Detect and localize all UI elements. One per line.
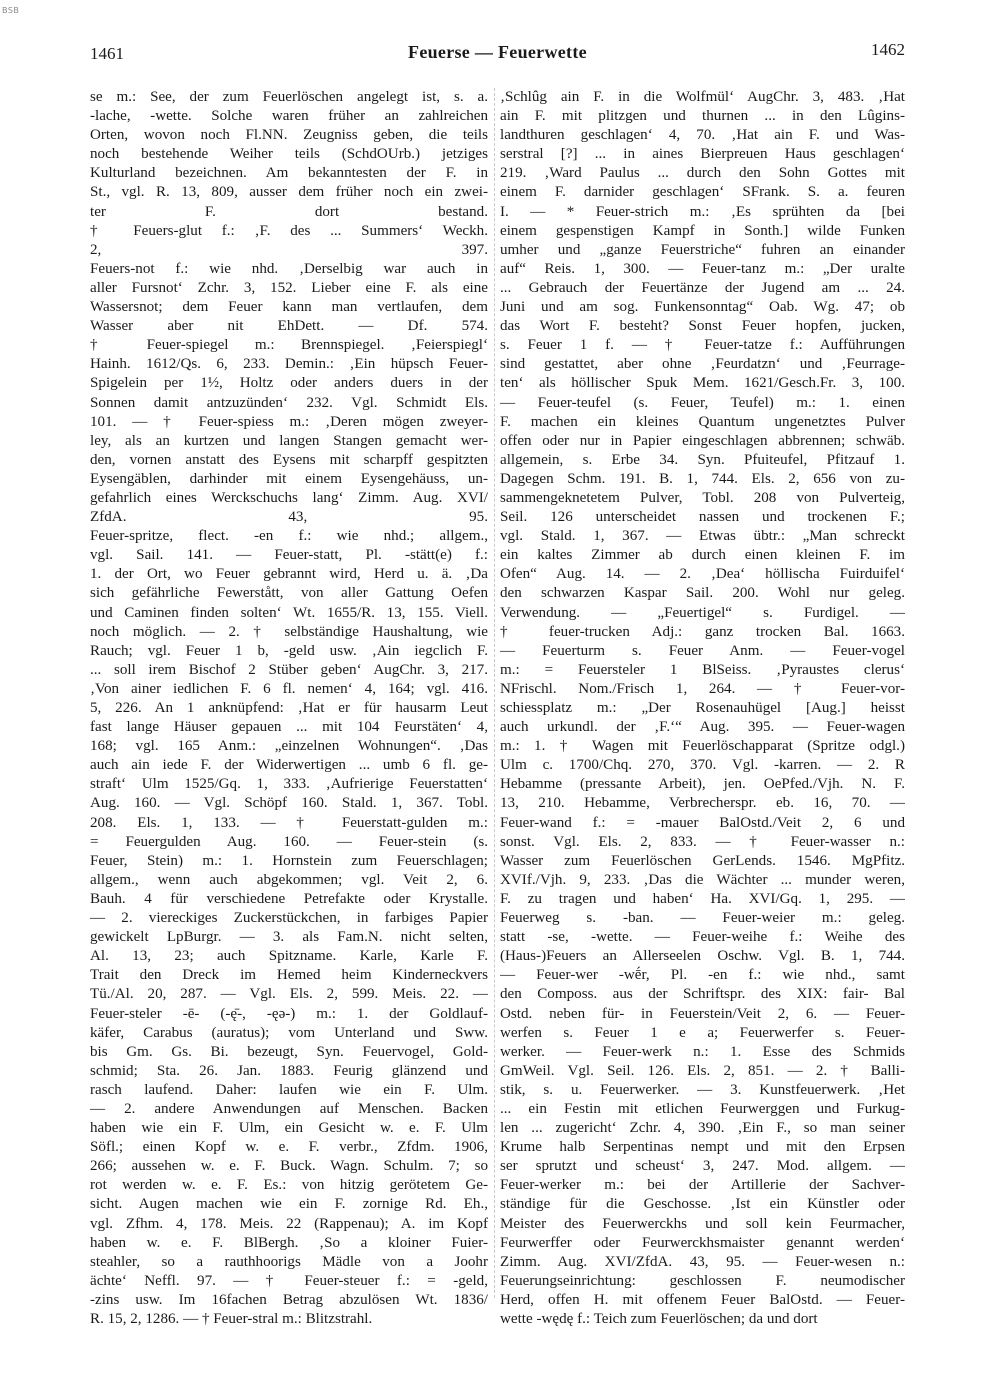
text-line: Söfl.; einen Kopf w. e. F. verbr., Zfdm. 1906, [90,1139,488,1156]
text-line: I. — * Feuer-strich m.: ‚Es sprühten da [bei [500,203,905,220]
text-line: ten‘ als höllischer Spuk Mem. 1621/Gesch.Fr. 3, 100. [500,375,905,392]
text-line: Rauch; vgl. Feuer 1 b, -geld usw. ‚Ain iegclich F. [90,642,488,659]
text-line: Spigelein per 1½, Holtz oder anders duers in der [90,375,488,392]
text-line: Feurwerffer oder Feurwerckhsmaister genannt werden‘ [500,1234,905,1251]
text-line: wette -wędę f.: Teich zum Feuerlöschen; da und dort [500,1311,818,1327]
text-line: 266; aussehen w. e. F. Buck. Wagn. Schulm. 7; so [90,1158,488,1175]
text-line: 168; vgl. 165 Anm.: „einzelnen Wohnungen“. ‚Das [90,738,488,755]
text-line: Wasser aber nit EhDett. — Df. 574. [90,318,488,335]
text-line: sich gefährliche Fewerstått, von aller Gattung Oefen [90,585,488,602]
text-line: den Composs. aus der Schriftspr. des XIX: fair- Bal [500,986,905,1003]
text-line: Feuer-steler -ē- (-ę̄-, -ęə-) m.: 1. der Goldlauf- [90,1005,488,1022]
text-line: vgl. Zfhm. 4, 178. Meis. 22 (Rappenau); A. im Kopf [90,1215,488,1232]
text-line: Dagegen Schm. 191. B. 1, 744. Els. 2, 656 von zu- [500,470,905,487]
text-line: und Caminen finden solten‘ Wt. 1655/R. 13, 155. Viell. [90,604,488,621]
text-line: sonst. Vgl. Els. 2, 833. — † Feuer-wasser n.: [500,833,905,850]
text-line: Ofen“ Aug. 14. — 2. ‚Dea‘ höllischa Fuirduifel‘ [500,566,905,583]
text-line: einem gespenstigen Kampf in Sonth.] wilde Funken [500,222,905,239]
text-line: Feuer-spritze, flect. -en f.: wie nhd.; allgem., [90,528,488,545]
running-title: Feuerse — Feuerwette [408,42,587,62]
text-line: käfer, Carabus (auratus); vom Unterland und Sww. [90,1024,488,1041]
text-line: noch bestehende Weiher teils (SchdOUrb.) jetziges [90,146,488,163]
text-line: serstral [?] ... in aines Bierpreuen Haus geschlagen‘ [500,146,905,163]
text-line: — 2. andere Anwendungen auf Menschen. Backen [90,1100,488,1117]
text-line: auch ain iede F. der Widerwertigen ... umb 6 fl. ge- [90,757,488,774]
text-line: len ... zugericht‘ Zchr. 4, 390. ‚Ein F., so man seiner [500,1120,905,1137]
text-line: 208. Els. 1, 133. — † Feuerstatt-gulden m.: [90,814,488,831]
text-line: Seil. 126 unterscheidet nassen und trockenen F.; [500,509,905,526]
text-line: — 2. viereckiges Zuckerstückchen, in farbiges Papier [90,910,488,927]
text-line: Feuerungseinrichtung: geschlossen F. neumodischer [500,1272,905,1289]
text-line: Wasser zum Feuerlöschen GerLends. 1546. MgPfitz. [500,852,905,869]
text-line: Ulm c. 1700/Chq. 270, 370. Vgl. -karren. — 2. R [500,757,905,774]
text-line: werker. — Feuer-werk n.: 1. Esse des Schmids [500,1043,905,1060]
text-line: stik, s. u. Feuerwerker. — 3. Kunstfeuerwerk. ‚Het [500,1081,905,1098]
text-line: gewickelt LpBurgr. — 3. als Fam.N. nicht selten, [90,929,488,946]
text-line: gefahrlich eines Werckschuchs lang‘ Zimm. Aug. XVI/ [90,489,488,506]
text-line: ter F. dort bestand. [90,203,488,220]
text-line: fast lange Häuser gepauen ... mit 104 Feurstäten‘ 4, [90,719,488,736]
text-line: ZfdA. 43, 95. [90,509,488,526]
text-line: Kulturland bezeichnen. Am bekanntesten der F. in [90,165,488,182]
text-line: = Feuergulden Aug. 160. — Feuer-stein (s. [90,833,488,850]
text-line: allgem., wenn auch abgekommen; vgl. Veit 2, 6. [90,871,488,888]
text-line: das Wort F. besteht? Sonst Feuer hopfen, jucken, [500,318,905,335]
text-line: — Feuerturm s. Feuer Anm. — Feuer-vogel [500,642,905,659]
text-line: Hainh. 1612/Qs. 6, 233. Demin.: ‚Ein hüpsch Feuer- [90,356,488,373]
text-line: Zimm. Aug. XVI/ZfdA. 43, 95. — Feuer-wesen n.: [500,1253,905,1270]
text-line: aller Fursnot‘ Zchr. 3, 152. Lieber eine F. als eine [90,279,488,296]
text-line: R. 15, 2, 1286. — † Feuer-stral m.: Blitzstrahl. [90,1311,373,1327]
text-line: sammengeknetetem Pulver, Tobl. 208 von Pulverteig, [500,489,905,506]
text-line: ‚Von ainer iedlichen F. 6 fl. nemen‘ 4, 164; vgl. 416. [90,680,488,697]
right-column [500,88,905,1329]
left-column [90,88,488,1329]
text-line: Al. 13, 23; auch Spitzname. Karle, Karle F. [90,948,488,965]
text-line: einem F. darnider geschlagen‘ SFrank. S. a. feuren [500,184,905,201]
text-line: Aug. 160. — Vgl. Schöpf 160. Stald. 1, 367. Tobl. [90,795,488,812]
text-line: Herd, offen H. mit offenem Feuer BalOstd. — Feuer- [500,1291,905,1308]
text-line: Juni und am sog. Funkensonntag“ Oab. Wg. 47; ob [500,299,905,316]
text-line: ser sprutzt und scheust‘ 3, 247. Mod. allgem. — [500,1158,905,1175]
text-line: umher und „ganze Feuerstriche“ fuhren an einander [500,241,905,258]
text-line: F. machen ein kleines Quantum ungenetztes Pulver [500,413,905,430]
text-line: ... ein Festin mit etlichen Feurwerggen und Furkug- [500,1100,905,1117]
text-line: Sonnen damit antzuzünden‘ 232. Vgl. Schmidt Els. [90,394,488,411]
page-header [90,38,905,68]
text-line: schmid; Sta. 26. Jan. 1883. Feurig glänzend und [90,1062,488,1079]
text-line: werfen s. Feuer 1 e a; Feuerwerfer s. Feuer- [500,1024,905,1041]
text-line: GmWeil. Vgl. Seil. 126. Els. 2, 851. — 2. † Balli- [500,1062,905,1079]
text-line: ... Gebrauch der Feuertänze der Jugend am ... 24. [500,279,905,296]
text-line: vgl. Sail. 141. — Feuer-statt, Pl. -stätt(e) f.: [90,547,488,564]
text-line: — Feuer-teufel (s. Feuer, Teufel) m.: 1. einen [500,394,905,411]
library-stamp: BSB [2,6,20,15]
text-line: ain F. mit plitzgen und thurnen ... in den Lûgins- [500,108,905,125]
text-line: rasch laufend. Daher: laufen wie ein F. Ulm. [90,1081,488,1098]
text-line: 2, 397. [90,241,488,258]
text-line: allgemein, s. Erbe 34. Syn. Pfuiteufel, Pfitzauf 1. [500,451,905,468]
text-line: † Feuer-spiegel m.: Brennspiegel. ‚Feierspiegl‘ [90,337,488,354]
text-line: XVIf./Vjh. 9, 233. ‚Das die Wächter ... munder weren, [500,871,905,888]
text-line: 219. ‚Ward Paulus ... durch den Sohn Gottes mit [500,165,905,182]
text-line: rot werden w. e. F. Es.: von hitzig gerötetem Ge- [90,1177,488,1194]
text-line: sicht. Augen machen wie ein F. zornige Rd. Eh., [90,1196,488,1213]
text-line: Bauh. 4 für verschiedene Petrefakte oder Krystalle. [90,890,488,907]
text-line: straft‘ Ulm 1525/Gq. 1, 333. ‚Aufrierige Feuerstatten‘ [90,776,488,793]
text-line: Feuers-not f.: wie nhd. ‚Derselbig war auch in [90,260,488,277]
text-line: (Haus-)Feuers an Allerseelen Oschw. Vgl. B. 1, 744. [500,948,905,965]
text-line: -zins usw. Im 16fachen Betrag abzulösen Wt. 1836/ [90,1291,488,1308]
text-line: landthuren geschlagen‘ 4, 70. ‚Hat ain F. und Was- [500,127,905,144]
text-line: † feuer-trucken Adj.: ganz trocken Bal. 1663. [500,623,905,640]
text-line: auch urkundl. der ‚F.‘“ Aug. 395. — Feuer-wagen [500,719,905,736]
text-line: 101. — † Feuer-spiess m.: ‚Deren mögen zweyer- [90,413,488,430]
text-line: den schwarzen Kaspar Sail. 200. Wohl nur geleg. [500,585,905,602]
text-line: Krume halb Serpentinas nempt und mit den Erpsen [500,1139,905,1156]
text-line: ein kaltes Zimmer ab durch einen kleinen F. im [500,547,905,564]
text-line: haben w. e. F. BlBergh. ‚So a kloiner Fuier- [90,1234,488,1251]
text-line: bis Gm. Gs. Bi. bezeugt, Syn. Feuervogel, Gold- [90,1043,488,1060]
text-line: ständige für die Geschosse. ‚Ist ein Künstler oder [500,1196,905,1213]
text-line: ley, als an kurtzen und langen Stangen gemacht wer- [90,432,488,449]
text-line: 5, 226. An 1 anknüpfend: ‚Hat er für hausarm Leut [90,700,488,716]
text-line: F. zu tragen und haben‘ Ha. XVI/Gq. 1, 295. — [500,890,905,907]
text-line: -lache, -wette. Solche waren früher an zahlreichen [90,108,488,125]
text-line: auf“ Reis. 1, 300. — Feuer-tanz m.: „Der uralte [500,260,905,277]
text-line: Feuer-werker m.: bei der Artillerie der Sachver- [500,1177,905,1194]
text-line: Wassersnot; dem Feuer kann man vertlaufen, dem [90,299,488,316]
text-line: St., vgl. R. 13, 809, ausser dem früher noch ein zwei- [90,184,488,201]
text-line: NFrischl. Nom./Frisch 1, 264. — † Feuer-vor- [500,680,905,697]
text-line: noch möglich. — 2. † selbständige Haushaltung, wie [90,623,488,640]
text-line: Orten, wovon noch Fl.NN. Zeugniss geben, die teils [90,127,488,144]
text-line: vgl. Stald. 1, 367. — Etwas übtr.: „Man schreckt [500,528,905,545]
text-line: m.: = Feuersteler 1 BlSeiss. ‚Pyraustes clerus‘ [500,661,905,678]
text-line: Tü./Al. 20, 287. — Vgl. Els. 2, 599. Meis. 22. — [90,986,488,1003]
text-line: Feuer, Stein) m.: 1. Hornstein zum Feuerschlagen; [90,852,488,869]
text-line: Meister des Feuerwerckhs und soll kein Feurmacher, [500,1215,905,1232]
text-line: Verwendung. — „Feuertigel“ s. Furdigel. — [500,604,905,621]
text-line: s. Feuer 1 f. — † Feuer-tatze f.: Aufführungen [500,337,905,354]
text-line: 13, 210. Hebamme, Verbrecherspr. eb. 16, 70. — [500,795,905,812]
text-line: se m.: See, der zum Feuerlöschen angelegt ist, s. a. [90,89,488,105]
text-line: Ostd. neben für- in Feuerstein/Veit 2, 6. — Feuer- [500,1005,905,1022]
text-line: ... soll irem Bischof 2 Stüber geben‘ AugChr. 3, 217. [90,661,488,678]
text-line: — Feuer-wer -wḗr, Pl. -en f.: wie nhd., samt [500,967,905,984]
text-line: haben wie ein F. Ulm, ein Gesicht w. e. F. Ulm [90,1120,488,1137]
text-line: 1. der Ort, wo Feuer gebrannt wird, Herd u. ä. ‚Da [90,566,488,583]
text-line: schiessplatz m.: „Der Rosenauhügel [Aug.] heisst [500,700,905,716]
text-line: † Feuers-glut f.: ‚F. des ... Summers‘ Weckh. [90,222,488,239]
text-line: statt -se, -wette. — Feuer-weihe f.: Weihe des [500,929,905,946]
text-line: offen oder nur in Papier eingeschlagen abbrennen; schwäb. [500,432,905,449]
column-divider [494,88,496,1298]
text-line: steahler, so a rauthhoorigs Mädle von a Joohr [90,1253,488,1270]
text-line: ächte‘ Neffl. 97. — † Feuer-steuer f.: = -geld, [90,1272,488,1289]
text-line: ‚Schlûg ain F. in die Wolfmül‘ AugChr. 3, 483. ‚Hat [500,89,905,105]
text-line: den, vornen anstatt des Eysens mit scharpff gespitzten [90,451,488,468]
text-line: sind gestattet, aber ohne ‚Feurdatzn‘ und ‚Feurrage- [500,356,905,373]
text-line: Feuerweg s. -ban. — Feuer-weier m.: geleg. [500,910,905,927]
page-number-right: 1462 [871,40,905,59]
text-line: Hebamme (pressante Arbeit), jen. OePfed./Vjh. N. F. [500,776,905,793]
text-line: m.: 1. † Wagen mit Feuerlöschapparat (Spritze odgl.) [500,738,905,755]
text-line: Eysengäblen, darhinder mit einem Eysengehäuss, un- [90,470,488,487]
text-line: Feuer-wand f.: = -mauer BalOstd./Veit 2, 6 und [500,814,905,831]
page-number-left: 1461 [90,44,124,63]
text-line: Trait den Dreck im Hemed heim Kinderneckvers [90,967,488,984]
